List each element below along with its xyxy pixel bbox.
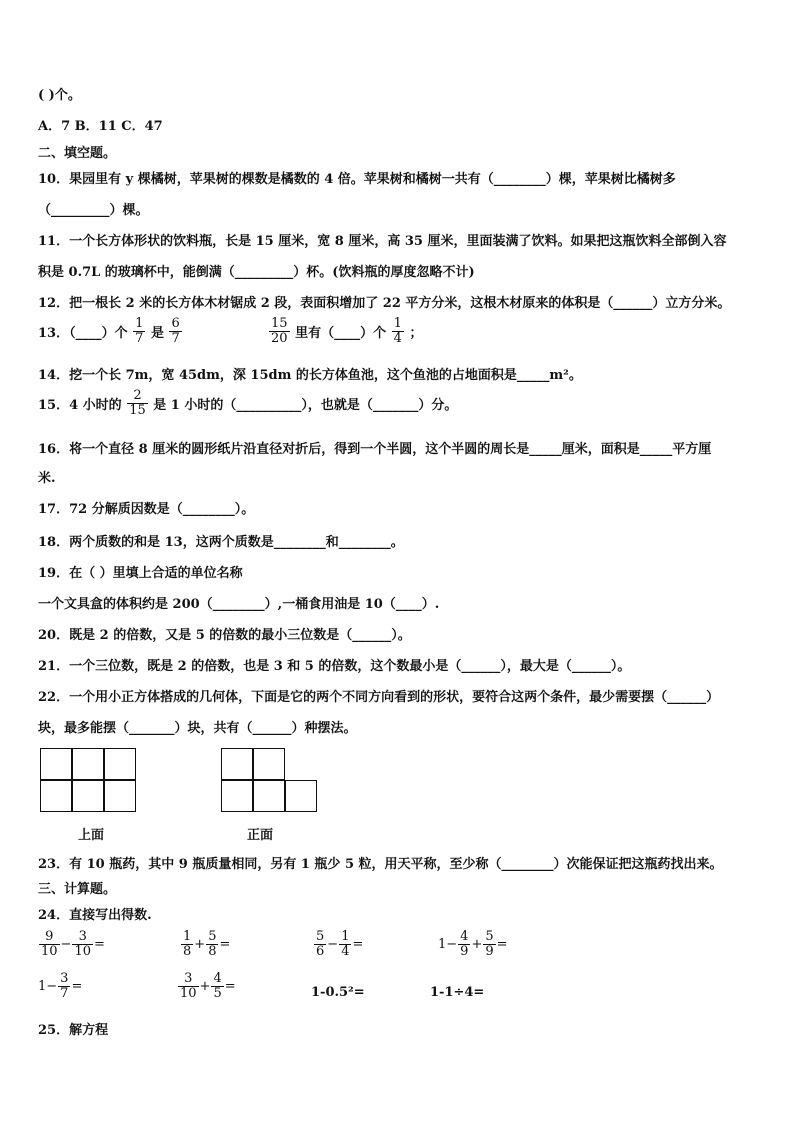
q22-line1: 22．一个用小正方体搭成的几何体，下面是它的两个不同方向看到的形状，要符合这两个条件，最少需要摆（______） (38, 690, 720, 705)
q13-second (268, 317, 422, 346)
grid-cell (285, 780, 317, 812)
section-calc-title: 三、计算题。 (38, 882, 117, 897)
q21: 21．一个三位数，既是 2 的倍数，也是 3 和 5 的倍数，这个数最小是（______），最大是（______）。 (38, 659, 631, 674)
numerator: 6 (171, 316, 180, 331)
q23: 23．有 10 瓶药，其中 9 瓶质量相同，另有 1 瓶少 5 粒，用天平称，至少称（________）次能保证把这瓶药找出来。 (38, 857, 723, 872)
expr-1 (38, 930, 105, 959)
fraction (483, 930, 495, 959)
numerator: 15 (271, 316, 288, 331)
numerator: 5 (208, 929, 217, 944)
denominator: 8 (183, 944, 192, 959)
q11-line1: 11．一个长方体形状的饮料瓶，长是 15 厘米，宽 8 厘米，高 35 厘米，里面装满了饮料。如果把这瓶饮料全部倒入容 (38, 234, 727, 249)
fraction (58, 972, 70, 1001)
fraction (339, 930, 351, 959)
grid-cell (104, 748, 136, 780)
numerator: 9 (39, 930, 60, 945)
q19-line2: 一个文具盒的体积约是 200（________）,一桶食用油是 10（____）. (38, 597, 440, 612)
numerator: 1 (393, 316, 402, 331)
q9-options: A．7 B．11 C．47 (38, 119, 163, 134)
fraction (206, 930, 218, 959)
expr-8: 1-1÷4= (430, 985, 485, 1000)
q20: 20．既是 2 的倍数，又是 5 的倍数的最小三位数是（______）。 (38, 628, 411, 643)
numerator: 4 (213, 971, 222, 986)
denominator: 20 (271, 331, 288, 346)
operator: + (199, 979, 211, 994)
q11-line2: 积是 0.7L 的玻璃杯中，能倒满（_________）杯。(饮料瓶的厚度忽略不计) (38, 265, 475, 280)
q17: 17．72 分解质因数是（________）。 (38, 502, 255, 517)
equals: = (496, 937, 508, 952)
grid-cell (253, 780, 285, 812)
q13 (38, 317, 183, 346)
q15-fraction (127, 389, 148, 418)
denominator: 15 (129, 403, 146, 418)
equals: = (352, 937, 364, 952)
equals: = (219, 937, 231, 952)
numerator: 1 (135, 316, 144, 331)
top-view-caption: 上面 (78, 828, 105, 843)
numerator: 3 (72, 930, 93, 945)
denominator: 10 (180, 986, 197, 1001)
q13-fraction-3 (269, 317, 290, 346)
expr-7: 1-0.5²= (311, 985, 365, 1000)
fraction (181, 930, 193, 959)
fraction (39, 930, 60, 959)
q15-part-b: 是 1 小时的（__________），也就是（_______）分。 (153, 398, 458, 413)
numerator: 3 (178, 972, 199, 987)
denominator: 4 (393, 331, 402, 346)
q13-fraction-1 (133, 317, 145, 346)
q10-line2: （_________）棵。 (38, 203, 149, 218)
numerator: 3 (60, 971, 69, 986)
expr-2 (180, 930, 230, 959)
fraction (178, 972, 199, 1001)
grid-cell (40, 748, 72, 780)
grid-cell (72, 748, 104, 780)
grid-cell (104, 780, 136, 812)
q13-is: 是 (150, 326, 164, 341)
top-view-figure (40, 748, 138, 814)
q22-line2: 块，最多能摆（_______）块，共有（______）种摆法。 (38, 721, 357, 736)
prefix: 1− (438, 937, 458, 952)
expr-6 (177, 972, 236, 1001)
q14: 14．挖一个长 7m，宽 45dm，深 15dm 的长方体鱼池，这个鱼池的占地面积是_____m²。 (38, 368, 582, 383)
numerator: 1 (341, 929, 350, 944)
grid-cell (40, 780, 72, 812)
section-fill-blank-title: 二、填空题。 (38, 146, 117, 161)
prefix: 1− (38, 979, 58, 994)
denominator: 9 (485, 944, 494, 959)
operator: + (471, 937, 483, 952)
q18: 18．两个质数的和是 13，这两个质数是________和________。 (38, 535, 404, 550)
q9-tail: ( )个。 (38, 88, 81, 103)
q13-fraction-4 (392, 317, 404, 346)
grid-cell (221, 780, 253, 812)
q12: 12．把一根长 2 米的长方体木材锯成 2 段，表面积增加了 22 平方分米，这根木材原来的体积是（______）立方分米。 (38, 296, 731, 311)
denominator: 9 (460, 944, 469, 959)
numerator: 5 (485, 929, 494, 944)
q13-part-b: 里有（____）个 (295, 326, 387, 341)
q10-line1: 10．果园里有 y 棵橘树，苹果树的棵数是橘数的 4 倍。苹果树和橘树一共有（________）棵，苹果树比橘树多 (38, 172, 676, 187)
q13-part-a: 13．（____）个 (38, 326, 128, 341)
expr-3 (313, 930, 363, 959)
expr-4 (438, 930, 508, 959)
front-view-caption: 正面 (247, 828, 274, 843)
grid-cell (253, 748, 285, 780)
denominator: 10 (74, 944, 91, 959)
numerator: 4 (460, 929, 469, 944)
q19-line1: 19．在（ ）里填上合适的单位名称 (38, 566, 243, 581)
equals: = (94, 937, 105, 952)
denominator: 6 (316, 944, 325, 959)
operator: + (194, 937, 206, 952)
denominator: 4 (341, 944, 350, 959)
equals: = (71, 979, 83, 994)
denominator: 10 (41, 944, 58, 959)
q25: 25．解方程 (38, 1023, 109, 1038)
q15-part-a: 15．4 小时的 (38, 398, 122, 413)
front-view-figure (221, 748, 319, 814)
numerator: 2 (127, 389, 148, 404)
q16-line1: 16．将一个直径 8 厘米的圆形纸片沿直径对折后，得到一个半圆，这个半圆的周长是_____厘米，面积是_____平方厘 (38, 442, 712, 457)
operator: − (327, 937, 339, 952)
q15 (38, 389, 457, 418)
grid-cell (221, 748, 253, 780)
q13-end: ； (409, 326, 423, 341)
numerator: 1 (183, 929, 192, 944)
fraction (211, 972, 223, 1001)
fraction (72, 930, 93, 959)
numerator: 5 (316, 929, 325, 944)
denominator: 7 (171, 331, 180, 346)
denominator: 5 (213, 986, 222, 1001)
denominator: 7 (135, 331, 144, 346)
q13-fraction-2 (169, 317, 181, 346)
fraction (314, 930, 326, 959)
equals: = (224, 979, 236, 994)
denominator: 8 (208, 944, 217, 959)
q24-title: 24．直接写出得数. (38, 908, 152, 923)
grid-cell (72, 780, 104, 812)
fraction (458, 930, 470, 959)
expr-5 (38, 972, 82, 1001)
denominator: 7 (60, 986, 69, 1001)
operator: − (60, 937, 72, 952)
q16-line2: 米. (38, 471, 56, 486)
